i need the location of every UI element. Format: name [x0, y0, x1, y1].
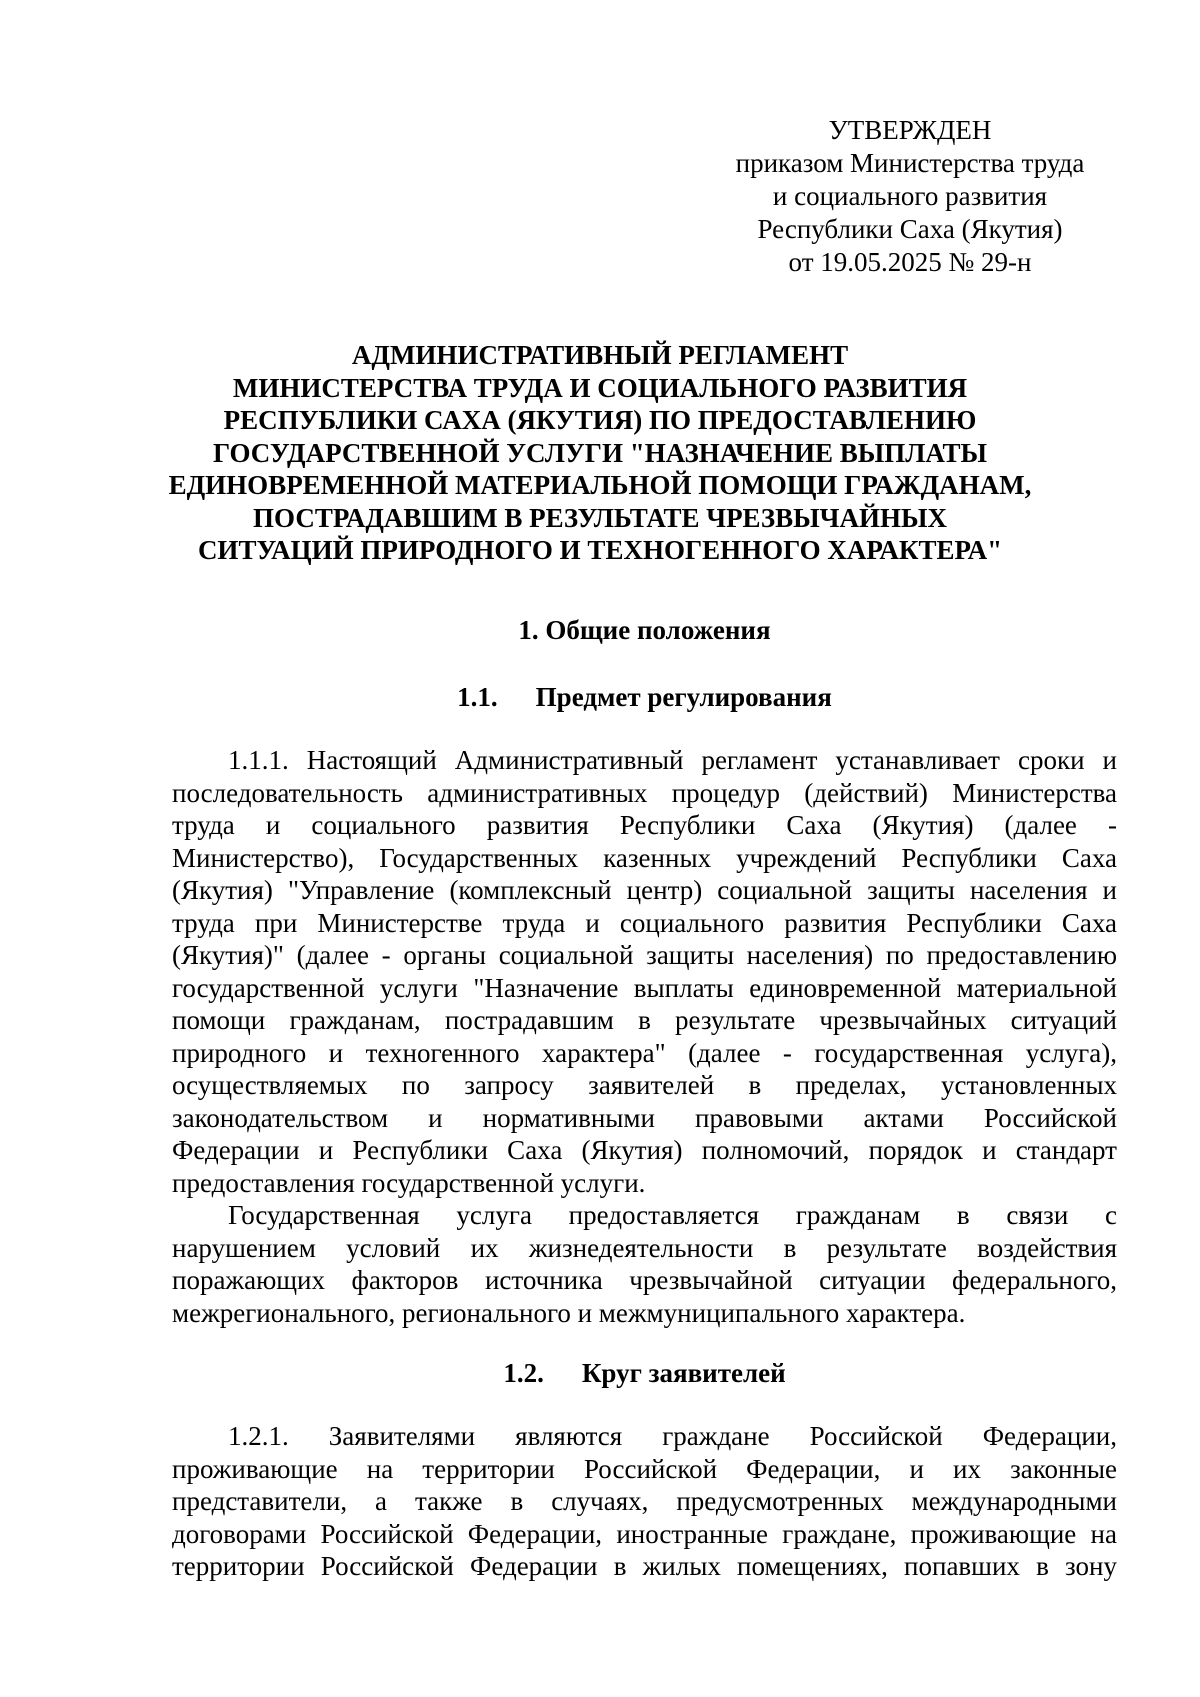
- title-line: ГОСУДАРСТВЕННОЙ УСЛУГИ "НАЗНАЧЕНИЕ ВЫПЛАТЫ: [212, 437, 988, 468]
- text-line: представители, а также в случаях, предусмотренных международными: [172, 1486, 1117, 1516]
- approval-stamp-block: [700, 114, 1120, 279]
- text-line: Государственная услуга предоставляется гражданам в связи с: [228, 1200, 1117, 1230]
- text-line: Министерство), Государственных казенных учреждений Республики Саха: [172, 842, 1117, 873]
- text-line: помощи гражданам, пострадавшим в результате чрезвычайных ситуаций: [172, 1005, 1117, 1035]
- text-line: договорами Российской Федерации, иностранные граждане, проживающие на: [172, 1518, 1117, 1549]
- approval-line: от 19.05.2025 № 29-н: [788, 247, 1032, 277]
- text-line: (Якутия)" (далее - органы социальной защиты населения) по предоставлению: [172, 940, 1117, 970]
- text-line: государственной услуги "Назначение выплаты единовременной материальной: [172, 972, 1117, 1003]
- text-line: межрегионального, регионального и межмуниципального характера.: [172, 1297, 966, 1328]
- approval-line: приказом Министерства труда: [735, 148, 1085, 178]
- subsection-heading-subject: [172, 681, 1117, 713]
- approval-line: Республики Саха (Якутия): [757, 214, 1063, 244]
- text-line: проживающие на территории Российской Федерации, и их законные: [172, 1453, 1117, 1484]
- section-heading-text: 1. Общие положения: [518, 615, 771, 645]
- paragraph-1-2-1: [172, 1420, 1117, 1583]
- subsection-number: 1.1.: [457, 682, 498, 712]
- text-line: территории Российской Федерации в жилых помещениях, попавших в зону: [172, 1551, 1117, 1581]
- text-line: поражающих факторов источника чрезвычайной ситуации федерального,: [172, 1265, 1117, 1295]
- text-line: осуществляемых по запросу заявителей в пределах, установленных: [172, 1070, 1117, 1100]
- title-line: ЕДИНОВРЕМЕННОЙ МАТЕРИАЛЬНОЙ ПОМОЩИ ГРАЖДАНАМ,: [168, 470, 1032, 500]
- text-line: предоставления государственной услуги.: [172, 1167, 646, 1198]
- text-line: 1.1.1. Настоящий Административный регламент устанавливает сроки и: [228, 745, 1117, 775]
- subsection-heading-applicants: [172, 1357, 1117, 1389]
- subsection-number: 1.2.: [503, 1358, 544, 1388]
- text-line: Федерации и Республики Саха (Якутия) полномочий, порядок и стандарт: [172, 1135, 1117, 1165]
- subsection-title: Предмет регулирования: [535, 682, 832, 712]
- approval-line: УТВЕРЖДЕН: [828, 115, 992, 145]
- title-line: СИТУАЦИЙ ПРИРОДНОГО И ТЕХНОГЕННОГО ХАРАКТЕРА": [197, 535, 1003, 565]
- title-line: МИНИСТЕРСТВА ТРУДА И СОЦИАЛЬНОГО РАЗВИТИЯ: [232, 372, 968, 403]
- document-title: [130, 339, 1070, 567]
- paragraph-1-1-1: [172, 744, 1117, 1329]
- text-line: 1.2.1. Заявителями являются граждане Российской Федерации,: [228, 1421, 1117, 1451]
- title-line: АДМИНИСТРАТИВНЫЙ РЕГЛАМЕНТ: [351, 340, 849, 370]
- text-line: (Якутия) "Управление (комплексный центр) социальной защиты населения и: [172, 875, 1117, 905]
- subsection-title: Круг заявителей: [581, 1358, 786, 1388]
- text-line: труда и социального развития Республики Саха (Якутия) (далее -: [172, 810, 1117, 840]
- text-line: последовательность административных процедур (действий) Министерства: [172, 777, 1117, 808]
- approval-line: и социального развития: [772, 181, 1048, 211]
- title-line: ПОСТРАДАВШИМ В РЕЗУЛЬТАТЕ ЧРЕЗВЫЧАЙНЫХ: [252, 502, 947, 533]
- section-heading-general: [172, 614, 1117, 646]
- title-line: РЕСПУБЛИКИ САХА (ЯКУТИЯ) ПО ПРЕДОСТАВЛЕНИЮ: [223, 405, 977, 435]
- text-line: природного и техногенного характера" (далее - государственная услуга),: [172, 1037, 1117, 1068]
- text-line: труда при Министерстве труда и социального развития Республики Саха: [172, 907, 1117, 938]
- text-line: законодательством и нормативными правовыми актами Российской: [172, 1102, 1117, 1133]
- text-line: нарушением условий их жизнедеятельности в результате воздействия: [172, 1232, 1117, 1263]
